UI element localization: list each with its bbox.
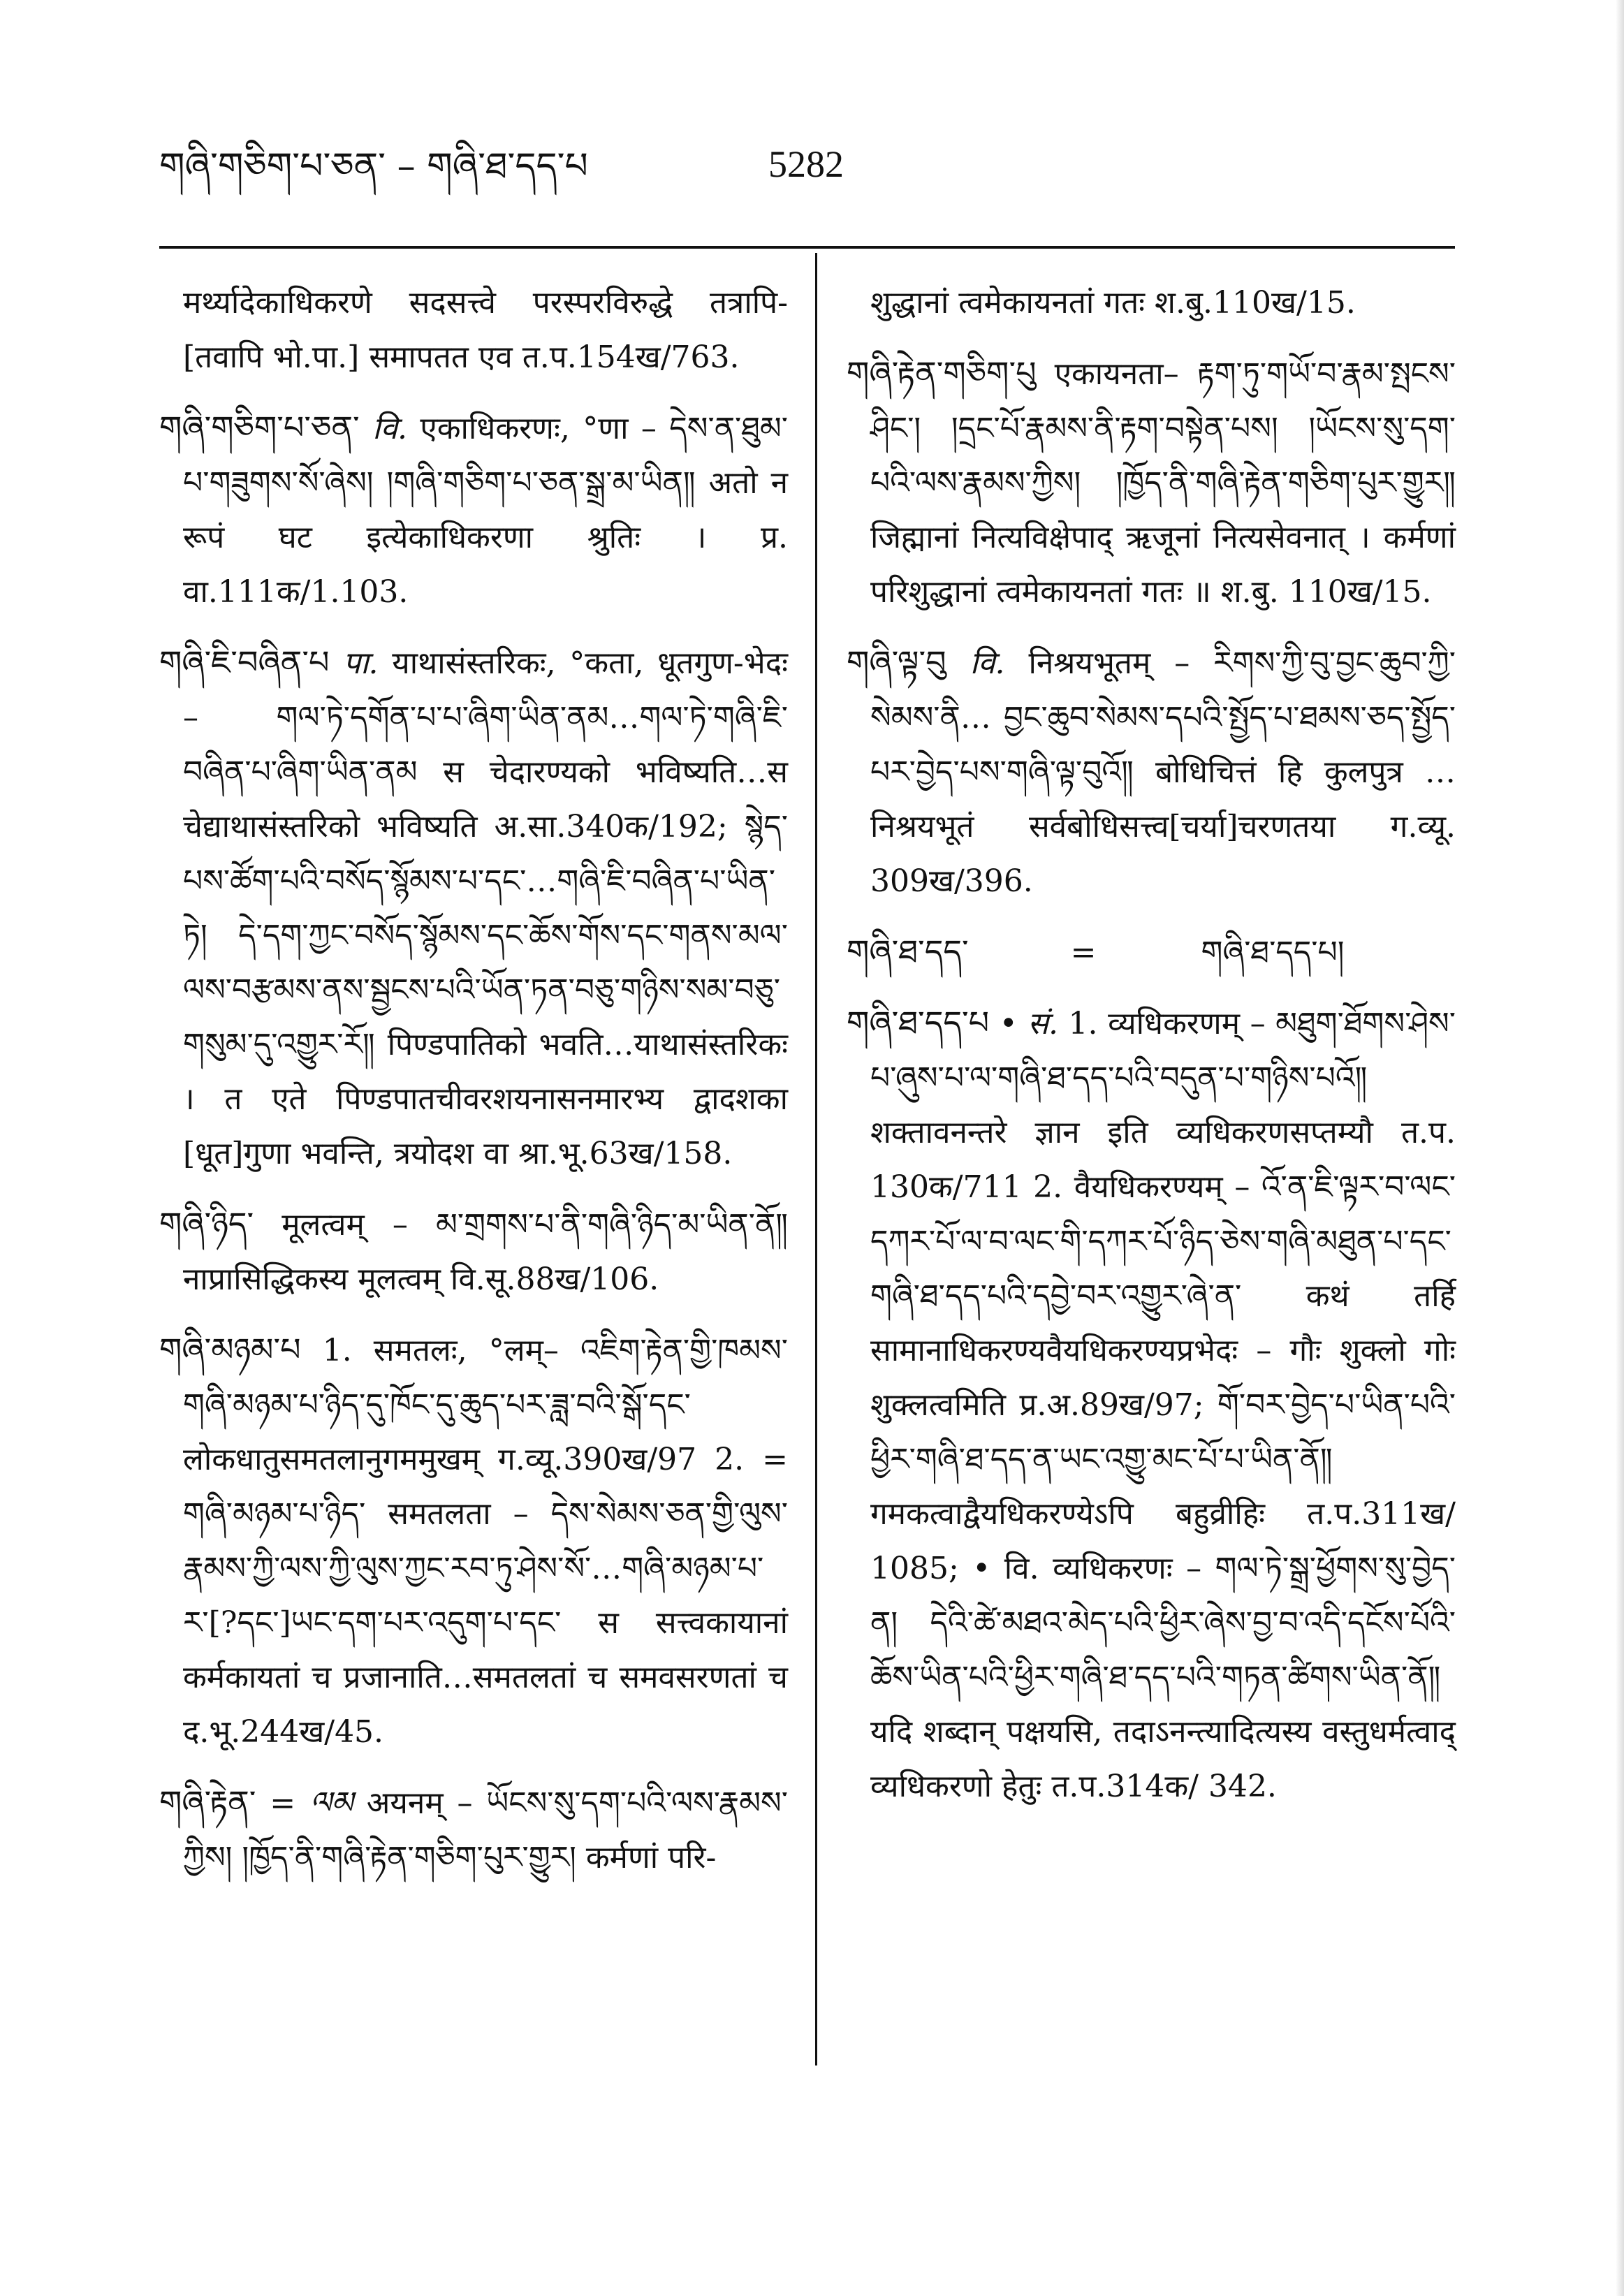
header-rule bbox=[159, 246, 1455, 249]
entry-headword: གཞི་ལྟ་བུ bbox=[847, 643, 946, 681]
left-column bbox=[159, 276, 788, 1901]
running-head: གཞི་གཅིག་པ་ཅན་ – གཞི་ཐ་དད་པ bbox=[159, 145, 588, 187]
entry-headword: གཞི་ཐ་དད་ bbox=[847, 933, 969, 970]
entry-continuation bbox=[847, 276, 1456, 330]
entry-headword: གཞི་ཇི་བཞིན་པ bbox=[159, 643, 330, 681]
cross-reference-target: གཞི་ཐ་དད་པ། bbox=[1201, 935, 1345, 970]
entry-text: 1. व्यधिकरणम् – མཐུག་ཐོགས་ཤེས་པ་ཞུས་པ་ལ་གཞི་ཐ་དད་པའི་བདུན་པ་གཉིས་པའོ༎ शक्तावनन्तरे ज्ञान इति व्यधिकरणसप्तम्यौ त.प. 130क/711 2. वैयधिकरण्यम् – འོ་ན་ཇི་ལྟར་བ་ལང་དཀར་པོ་ལ་བ་ལང་གི་དཀར་པོ་ཉིད་ཅེས་གཞི་མཐུན་པ་དང་གཞི་ཐ་དད་པའི་དབྱེ་བར་འགྱུར་ཞེ་ན་ कथं तर्हि सामानाधिकरण्यवैयधिकरण्यप्रभेदः – गौः शुक्लो गोः शुक्लत्वमिति प्र.अ.89ख/97; གོ་བར་བྱེད་པ་ཡིན་པའི་ཕྱིར་གཞི་ཐ་དད་ན་ཡང་འགྱུ་མང་པོ་པ་ཡིན་ནོ༎ गमकत्वाद्वैयधिकरण्येऽपि बहुव्रीहिः त.प.311ख/ 1085; • वि. व्यधिकरणः – གལ་ཏེ་སྒྲ་ཕྱོགས་སུ་བྱེད་ན། དེའི་ཚེ་མཐའ་མེད་པའི་ཕྱིར་ཞེས་བྱ་བ་འདི་དངོས་པོའི་ཆོས་ཡིན་པའི་ཕྱིར་གཞི་ཐ་དད་པའི་གཏན་ཚིགས་ཡིན་ནོ༎ यदि शब्दान् पक्षयसि, तदाऽनन्त्यादित्यस्य वस्तुधर्मत्वाद् व्यधिकरणो हेतुः त.प.314क/ 342. bbox=[870, 1006, 1456, 1804]
grammar-label: पा. bbox=[343, 645, 379, 681]
dictionary-entry bbox=[159, 1197, 788, 1307]
grammar-label: • सं. bbox=[999, 1006, 1058, 1041]
entry-headword: གཞི་རྟེན་གཅིག་པུ bbox=[847, 354, 1037, 392]
dictionary-entry bbox=[159, 635, 788, 1181]
dictionary-entry bbox=[847, 635, 1456, 909]
entry-headword: གཞི་ཐ་དད་པ bbox=[847, 1004, 990, 1041]
entry-text: 1. समतलः, °लम्– འཇིག་རྟེན་གྱི་ཁམས་གཞི་མཉམ་པ་ཉིད་དུ་ཁོང་དུ་ཆུད་པར་ཟླ་བའི་སྒོ་དང་ लोकधातुसमतलानुगममुखम् ग.व्यू.390ख/97 2. = གཞི་མཉམ་པ་ཉིད་ समतलता – དེས་སེམས་ཅན་གྱི་ལུས་རྣམས་ཀྱི་ལས་ཀྱི་ལུས་ཀྱང་རབ་ཏུ་ཤེས་སོ་…གཞི་མཉམ་པ་ར་[?དང་]ཡང་དག་པར་འདུག་པ་དང་ स सत्त्वकायानां कर्मकायतां च प्रजानाति…समतलतां च समवसरणतां च द.भू.244ख/45. bbox=[183, 1333, 788, 1750]
dictionary-entry bbox=[159, 1775, 788, 1885]
scan-edge bbox=[1616, 0, 1624, 2296]
entry-headword: གཞི་ཉིད་ bbox=[159, 1205, 254, 1243]
grammar-label: वि. bbox=[970, 645, 1005, 681]
entry-continuation bbox=[159, 276, 788, 385]
column-divider bbox=[815, 253, 817, 2065]
entry-headword: གཞི་མཉམ་པ bbox=[159, 1331, 301, 1368]
dictionary-entry bbox=[159, 1322, 788, 1760]
entry-headword: གཞི་གཅིག་པ་ཅན་ bbox=[159, 409, 360, 446]
entry-text: याथासंस्तरिकः, °कता, धूतगुण-भेदः – གལ་ཏེ་དགོན་པ་པ་ཞིག་ཡིན་ནམ…གལ་ཏེ་གཞི་ཇི་བཞིན་པ་ཞིག་ཡིན་ནམ स चेदारण्यको भविष्यति…स चेद्याथासंस्तरिको भविष्यति अ.सा.340क/192; སྙེད་པས་ཚོག་པའི་བསོད་སྙོམས་པ་དང་…གཞི་ཇི་བཞིན་པ་ཡིན་ཏེ། དེ་དག་ཀྱང་བསོད་སྙོམས་དང་ཆོས་གོས་དང་གནས་མལ་ལས་བརྩམས་ནས་སྦྱངས་པའི་ཡོན་ཏན་བཅུ་གཉིས་སམ་བཅུ་གསུམ་དུ་འགྱུར་རོ༎ पिण्डपातिको भवति…याथासंस्तरिकः । त एते पिण्डपातचीवरशयनासनमारभ्य द्वादशका [धूत]गुणा भवन्ति, त्रयोदश वा श्रा.भू.63ख/158. bbox=[183, 645, 788, 1171]
equals-sign: = bbox=[1070, 935, 1097, 970]
grammar-label: वि. bbox=[372, 411, 407, 446]
entry-text: एकायनता– རྟག་ཏུ་གཡོ་བ་རྣམ་སྤངས་ཤིང་། །དྲང་པོ་རྣམས་ནི་རྟག་བསྟེན་པས། །ཡོངས་སུ་དག་པའི་ལས་རྣམས་ཀྱིས། །ཁྱོད་ནི་གཞི་རྟེན་གཅིག་པུར་གྱུར༎ जिह्मानां नित्यविक्षेपाद् ऋजूनां नित्यसेवनात् । कर्मणां परिशुद्धानां त्वमेकायनतां गतः ॥ श.बु. 110ख/15. bbox=[870, 356, 1456, 610]
dictionary-entry bbox=[847, 346, 1456, 620]
entry-text: मर्थ्यादेकाधिकरणे सदसत्त्वे परस्परविरुद्धे तत्रापि- [तवापि भो.पा.] समापतत एव त.प.154ख/763. bbox=[183, 285, 788, 375]
dictionary-entry bbox=[159, 400, 788, 620]
dictionary-entry bbox=[847, 995, 1456, 1814]
entry-text: निश्रयभूतम् – རིགས་ཀྱི་བུ་བྱང་ཆུབ་ཀྱི་སེམས་ནི… བྱང་ཆུབ་སེམས་དཔའི་སྤྱོད་པ་ཐམས་ཅད་སྤྱོད་པར་བྱེད་པས་གཞི་ལྟ་བུའོ༎ बोधिचित्तं हि कुलपुत्र … निश्रयभूतं सर्वबोधिसत्त्व[चर्या]चरणतया ग.व्यू. 309ख/396. bbox=[870, 645, 1456, 899]
right-column bbox=[847, 276, 1456, 1829]
page-number: 5282 bbox=[768, 143, 844, 185]
entry-headword: གཞི་རྟེན་ bbox=[159, 1783, 256, 1821]
entry-text: अयनम् – ཡོངས་སུ་དག་པའི་ལས་རྣམས་ཀྱིས། །ཁྱོད་ནི་གཞི་རྟེན་གཅིག་པུར་གྱུར། कर्मणां परि- bbox=[183, 1785, 788, 1875]
entry-text: मूलत्वम् – མ་གྲགས་པ་ནི་གཞི་ཉིད་མ་ཡིན་ནོ༎ नाप्रासिद्धिकस्य मूलत्वम् वि.सू.88ख/106. bbox=[183, 1207, 788, 1297]
cross-reference-entry bbox=[847, 924, 1456, 980]
grammar-label: = ལམ bbox=[270, 1785, 353, 1821]
entry-text: एकाधिकरणः, °णा – དེས་ན་ཐུམ་པ་གཟུགས་སོ་ཞེས། །གཞི་གཅིག་པ་ཅན་སྒྲ་མ་ཡིན༎ अतो न रूपं घट इत्येकाधिकरणा श्रुतिः । प्र. वा.111क/1.103. bbox=[183, 411, 788, 610]
entry-text: शुद्धानां त्वमेकायनतां गतः श.बु.110ख/15. bbox=[870, 285, 1356, 321]
